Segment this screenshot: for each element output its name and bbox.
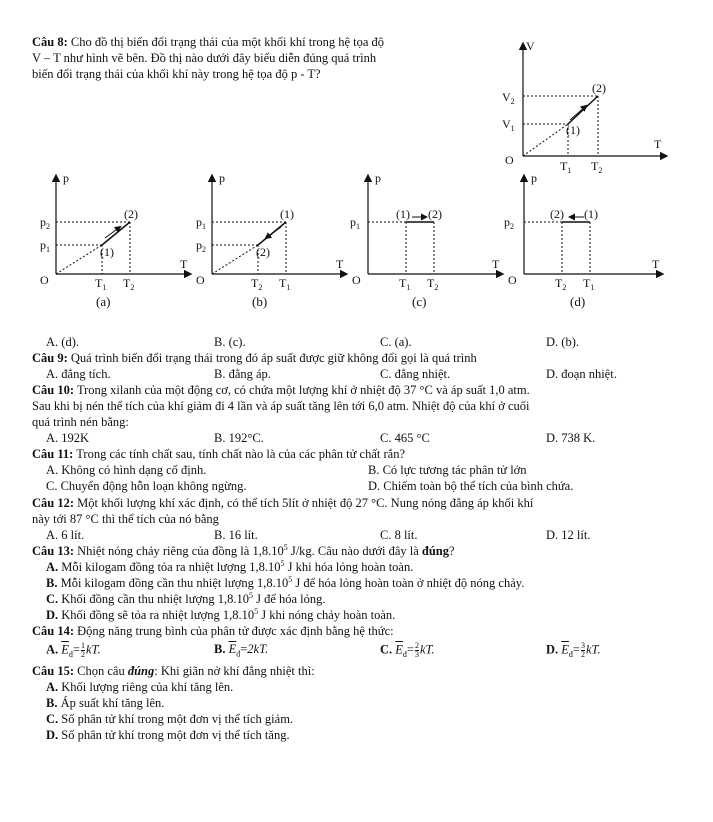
svg-text:(2): (2)	[124, 207, 138, 221]
q12-number: Câu 12:	[32, 496, 75, 510]
graph-c-caption: (c)	[412, 294, 427, 309]
svg-text:T2: $T_2$	[123, 276, 135, 292]
vt-origin: O	[505, 153, 514, 167]
vt-t1-label: $T_1$	[560, 159, 572, 175]
q14-option-d[interactable]: D. $\overline{E}_đ=$ $\frac{3}{2}$ kT.	[546, 641, 601, 659]
graph-b-caption: (b)	[252, 294, 268, 309]
q11-option-d[interactable]: D. Chiếm toàn bộ thể tích của bình chứa.	[368, 479, 574, 493]
q9-options	[0, 367, 713, 383]
svg-text:(2): (2)	[256, 245, 270, 259]
svg-text:T2: $T_2$	[427, 276, 439, 292]
q8-option-b[interactable]: B. (c).	[214, 335, 246, 349]
q11-text: Trong các tính chất sau, tính chất nào là của các phân tử chất rắn?	[76, 447, 405, 461]
q9-option-d[interactable]: D. đoạn nhiệt.	[546, 367, 617, 381]
q8-option-a[interactable]: A. (d).	[46, 335, 79, 349]
graph-b	[196, 171, 346, 309]
q11-option-b[interactable]: B. Có lực tương tác phân tử lớn	[368, 463, 527, 477]
q12-option-c[interactable]: C. 8 lít.	[380, 528, 418, 542]
q8-number: Câu 8:	[32, 35, 68, 49]
q12-text-1: Một khối lượng khí xác định, có thể tích 5lít ở nhiệt độ 27 °C. Nung nóng đẳng áp khối khí	[77, 496, 534, 510]
svg-text:T: T	[652, 257, 660, 271]
q14-text: Động năng trung bình của phân tử được xác định bằng hệ thức:	[77, 624, 394, 638]
svg-text:p: p	[531, 171, 537, 185]
q12-options	[0, 528, 713, 544]
vt-point-2: (2)	[592, 81, 606, 95]
q15-option-b[interactable]: B. Áp suất khí tăng lên.	[46, 696, 165, 710]
graph-a-caption: (a)	[96, 294, 111, 309]
svg-text:T1: $T_1$	[399, 276, 411, 292]
q10-option-d[interactable]: D. 738 K.	[546, 431, 596, 445]
q11-option-a[interactable]: A. Không có hình dạng cố định.	[46, 463, 207, 477]
q15-number: Câu 15:	[32, 664, 75, 678]
svg-text:p: p	[63, 171, 69, 185]
graph-a	[40, 171, 190, 309]
svg-text:p2: $p_2$	[504, 215, 514, 231]
q10-line1	[32, 383, 530, 399]
q8-line2: V – T như hình vẽ bên. Đồ thị nào dưới đây biểu diễn đúng quá trình	[32, 51, 377, 65]
q11-number: Câu 11:	[32, 447, 74, 461]
q14-stem	[32, 624, 394, 640]
svg-text:T: T	[336, 257, 344, 271]
vt-v1-label: $V_1$	[502, 117, 515, 133]
svg-text:p2: $p_2$	[40, 215, 50, 231]
q15-option-d[interactable]: D. Số phân tử khí trong một đơn vị thể tích tăng.	[46, 728, 290, 742]
q9-stem	[32, 351, 477, 367]
svg-text:O: O	[352, 273, 361, 287]
q10-option-a[interactable]: A. 192K	[46, 431, 90, 445]
svg-text:(1): (1)	[100, 245, 114, 259]
q8-option-c[interactable]: C. (a).	[380, 335, 412, 349]
vt-point-1: (1)	[566, 123, 580, 137]
svg-text:p1: $p_1$	[40, 238, 50, 254]
svg-text:O: O	[40, 273, 49, 287]
vt-v-label: V	[526, 39, 535, 53]
q12-line2: này tới 87 °C thì thể tích của nó bằng	[32, 512, 219, 526]
svg-text:(1): (1)	[584, 207, 598, 221]
q10-text-1: Trong xilanh của một động cơ, có chứa một lượng khí ở nhiệt độ 37 °C và áp suất 1,0 atm.	[76, 383, 530, 397]
q14-option-b[interactable]: B. $\overline{E}_đ=2kT$.	[214, 642, 269, 659]
q9-option-a[interactable]: A. đẳng tích.	[46, 367, 111, 381]
q9-option-c[interactable]: C. đẳng nhiệt.	[380, 367, 451, 381]
q11-options-row1	[0, 463, 713, 479]
q13-number: Câu 13:	[32, 544, 75, 558]
q15-option-a[interactable]: A. Khối lượng riêng của khí tăng lên.	[46, 680, 234, 694]
q10-option-b[interactable]: B. 192°C.	[214, 431, 264, 445]
vt-t-label: T	[654, 137, 662, 151]
svg-text:p1: $p_1$	[196, 215, 206, 231]
svg-text:(1): (1)	[396, 207, 410, 221]
vt-process-line	[568, 96, 598, 124]
q11-option-c[interactable]: C. Chuyển động hỗn loạn không ngừng.	[46, 479, 247, 493]
graph-c	[350, 171, 502, 309]
svg-text:T1: $T_1$	[95, 276, 107, 292]
q12-option-b[interactable]: B. 16 lít.	[214, 528, 258, 542]
q10-line2: Sau khi bị nén thể tích của khí giảm đi 4 lần và áp suất tăng lên tới 6,0 atm. Nhiệt độ của khí ở cuối	[32, 399, 530, 413]
q9-option-b[interactable]: B. đẳng áp.	[214, 367, 271, 381]
q13-option-a[interactable]: A. Mỗi kilogam đồng tỏa ra nhiệt lượng 1,8.10$^5$ J khi hóa lỏng hoàn toàn.	[46, 558, 414, 574]
q9-number: Câu 9:	[32, 351, 68, 365]
vt-v2-label: $V_2$	[502, 90, 515, 106]
q14-number: Câu 14:	[32, 624, 75, 638]
q12-line1	[32, 496, 533, 512]
q8-line3: biến đổi trạng thái của khối khí này trong hệ tọa độ p - T?	[32, 67, 321, 81]
q8-text-1: Cho đồ thị biến đổi trạng thái của một khối khí trong hệ tọa độ	[70, 35, 385, 49]
svg-text:T2: $T_2$	[251, 276, 263, 292]
q13-option-b[interactable]: B. Mỗi kilogam đồng cần thu nhiệt lượng 1,8.10$^5$ J để hóa lỏng hoàn toàn ở nhiệt độ nóng chảy.	[46, 574, 525, 590]
svg-text:p: p	[375, 171, 381, 185]
svg-text:O: O	[196, 273, 205, 287]
q14-option-c[interactable]: C. $\overline{E}_đ=$ $\frac{2}{3}$ kT.	[380, 641, 435, 659]
graph-d	[504, 171, 662, 309]
svg-text:(1): (1)	[280, 207, 294, 221]
q13-option-c[interactable]: C. Khối đồng cần thu nhiệt lượng 1,8.10$^5$ J để hóa lỏng.	[46, 590, 326, 606]
graph-a-process-line	[102, 222, 130, 245]
svg-text:T1: $T_1$	[279, 276, 291, 292]
q14-option-a[interactable]: A. $\overline{E}_đ=$ $\frac{1}{2}$ kT.	[46, 641, 101, 659]
q8-line1	[32, 35, 384, 51]
svg-text:p2: $p_2$	[196, 238, 206, 254]
graph-d-caption: (d)	[570, 294, 586, 309]
q8-option-d[interactable]: D. (b).	[546, 335, 579, 349]
svg-text:T1: $T_1$	[583, 276, 595, 292]
q8-options	[0, 335, 713, 351]
svg-text:(2): (2)	[550, 207, 564, 221]
vt-t2-label: $T_2$	[591, 159, 603, 175]
svg-text:(2): (2)	[428, 207, 442, 221]
q11-options-row2	[0, 479, 713, 495]
q10-option-c[interactable]: C. 465 °C	[380, 431, 430, 445]
svg-text:p1: $p_1$	[350, 215, 360, 231]
svg-text:p: p	[219, 171, 225, 185]
q15-option-c[interactable]: C. Số phân tử khí trong một đơn vị thể tích giảm.	[46, 712, 294, 726]
q12-option-a[interactable]: A. 6 lít.	[46, 528, 85, 542]
svg-text:O: O	[508, 273, 517, 287]
q13-option-d[interactable]: D. Khối đồng sẽ tỏa ra nhiệt lượng 1,8.10$^5$ J khi nóng chảy hoàn toàn.	[46, 606, 396, 622]
q9-text: Quá trình biến đổi trạng thái trong đó áp suất được giữ không đổi gọi là quá trình	[70, 351, 477, 365]
q14-options	[0, 640, 713, 660]
q10-line3: quá trình nén bằng:	[32, 415, 129, 429]
pt-graphs	[30, 170, 670, 312]
q11-stem	[32, 447, 405, 463]
vt-graph	[498, 36, 678, 176]
svg-text:T: T	[492, 257, 500, 271]
svg-text:T: T	[180, 257, 188, 271]
svg-text:T2: $T_2$	[555, 276, 567, 292]
q13-stem: Câu 13: Nhiệt nóng chảy riêng của đồng là 1,8.10$^5$ J/kg. Câu nào dưới đây là đúng?	[32, 542, 455, 558]
q12-option-d[interactable]: D. 12 lít.	[546, 528, 591, 542]
q10-options	[0, 431, 713, 447]
q15-stem: Câu 15: Chọn câu đúng: Khi giãn nở khí đẳng nhiệt thì:	[32, 664, 315, 678]
q10-number: Câu 10:	[32, 383, 75, 397]
